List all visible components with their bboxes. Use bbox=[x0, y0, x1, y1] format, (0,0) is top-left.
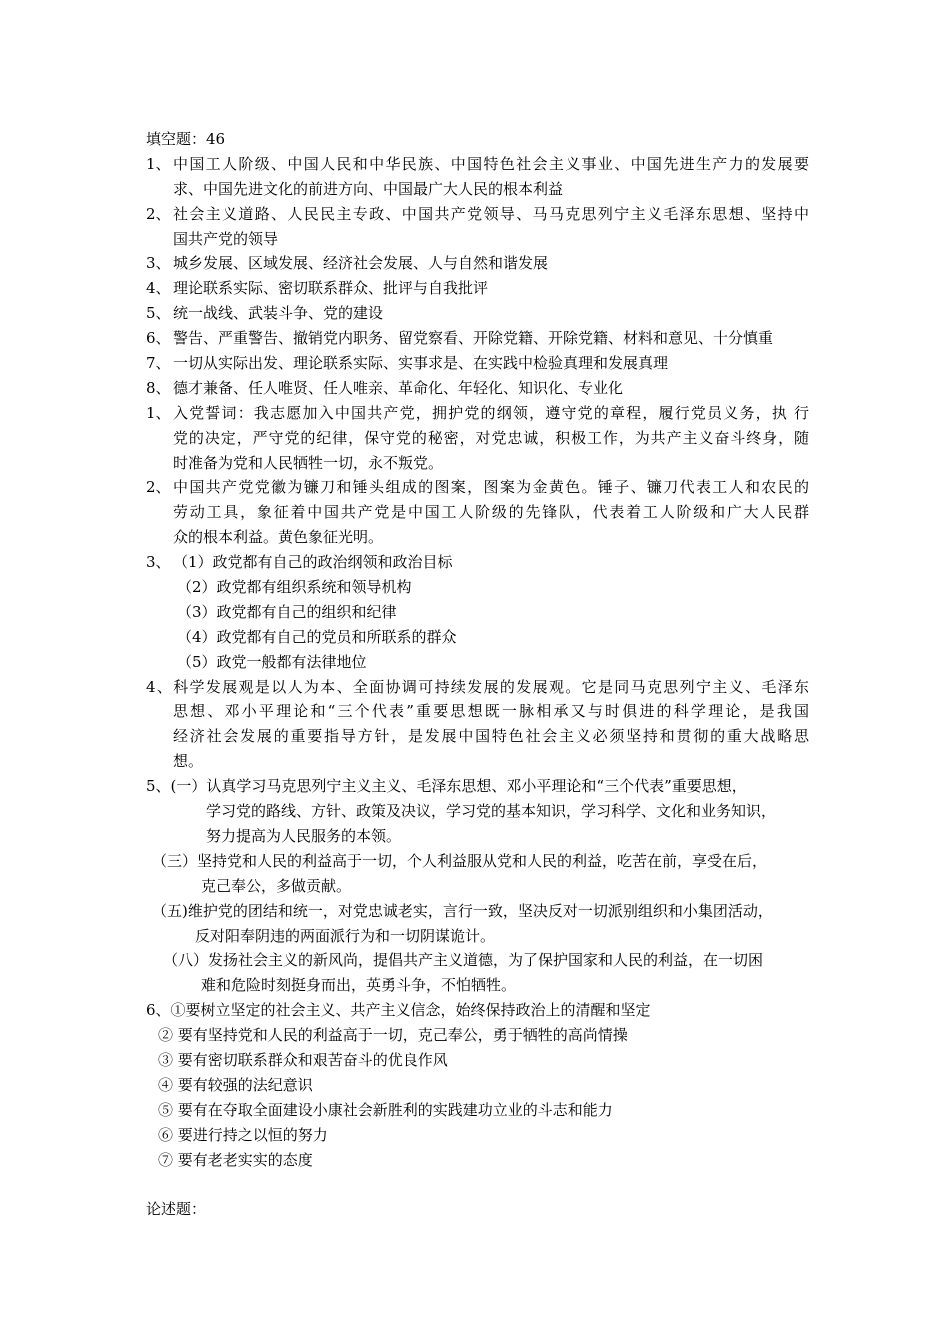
fill-answer-1 bbox=[146, 152, 826, 202]
short-answer-5: 5、(一）认真学习马克思列宁主义主义、毛泽东思想、邓小平理论和“三个代表”重要思想， 学习党的路线、方针、政策及决议，学习党的基本知识，学习科学、文化和业务知识， 努力提高为人民服务的本领。 （三）坚持党和人民的利益高于一切，个人利益服从党和人民的利益，吃苦在前，享受在后， 克己奉公，多做贡献。 （五)维护党的团结和统一，对党忠诚老实，言行一致，坚决反对一切派别组织和小集团活动， 反对阳奉阴违的两面派行为和一切阴谋诡计。 （八）发扬社会主义的新风尚，提倡共产主义道德，为了保护国家和人民的利益，在一切困 难和危险时刻挺身而出，英勇斗争，不怕牺牲。 bbox=[146, 777, 777, 995]
fill-answer-6: 6、 警告、严重警告、撤销党内职务、留党察看、开除党籍、开除党籍、材料和意见、十分慎重 bbox=[146, 329, 774, 348]
heading-essay: 论述题： bbox=[146, 1200, 207, 1219]
short-answer-4: 4、科学发展观是以人为本、全面协调可持续发展的发展观。它是同马克思列宁主义、毛泽东 思想、邓小平理论和“三个代表”重要思想既一脉相承又与时俱进的科学理论，是我国 经济社会发展的重要指导方针，是发展中国特色社会主义必须坚持和贯彻的重大战略思 想。 bbox=[146, 677, 809, 771]
short-answer-6: 6、①要树立坚定的社会主义、共产主义信念，始终保持政治上的清醒和坚定 ② 要有坚持党和人民的利益高于一切，克己奉公，勇于牺牲的高尚情操 ③ 要有密切联系群众和艰苦奋斗的优良作风 ④ 要有较强的法纪意识 ⑤ 要有在夺取全面建设小康社会新胜利的实践建功立业的斗志和能力 ⑥ 要进行持之以恒的努力 ⑦ 要有老老实实的态度 bbox=[146, 1001, 651, 1169]
fill-answer-7: 7、 一切从实际出发、理论联系实际、实事求是、在实践中检验真理和发展真理 bbox=[146, 354, 669, 373]
short-answer-2: 2、 中国共产党党徽为镰刀和锤头组成的图案，图案为金黄色。锤子、镰刀代表工人和农民的 劳动工具，象征着中国共产党是中国工人阶级的先锋队，代表着工人阶级和广大人民群 众的根本利益。黄色象征光明。 bbox=[146, 478, 809, 547]
fill-answer-3: 3、 城乡发展、区域发展、经济社会发展、人与自然和谐发展 bbox=[146, 254, 549, 273]
fill-answer-5: 5、 统一战线、武装斗争、党的建设 bbox=[146, 304, 384, 323]
item-number: 2、 bbox=[146, 204, 171, 223]
document-body bbox=[146, 127, 826, 1222]
short-answer-3: 3、 （1）政党都有自己的政治纲领和政治目标 （2）政党都有组织系统和领导机构 （3）政党都有自己的组织和纪律 （4）政党都有自己的党员和所联系的群众 （5）政党一般都有法律地位 bbox=[146, 553, 457, 671]
item-number: 1、 bbox=[146, 154, 171, 173]
spacer bbox=[146, 1172, 826, 1197]
fill-answer-8: 8、 德才兼备、任人唯贤、任人唯亲、革命化、年轻化、知识化、专业化 bbox=[146, 378, 624, 397]
answer-line: 国共产党的领导 bbox=[173, 229, 279, 248]
answer-line: 求、中国先进文化的前进方向、中国最广大人民的根本利益 bbox=[173, 179, 564, 198]
short-answer-1: 1、 入党誓词：我志愿加入中国共产党，拥护党的纲领，遵守党的章程，履行党员义务，执 行 党的决定，严守党的纪律，保守党的秘密，对党忠诚，积极工作，为共产主义奋斗终身，随 时准备为党和人民牺牲一切，永不叛党。 bbox=[146, 403, 809, 472]
fill-answer-4: 4、 理论联系实际、密切联系群众、批评与自我批评 bbox=[146, 279, 489, 298]
fill-answer-2 bbox=[146, 202, 826, 252]
answer-line: 社会主义道路、人民民主专政、中国共产党领导、马马克思列宁主义毛泽东思想、坚持中 bbox=[173, 204, 809, 223]
answer-line: 中国工人阶级、中国人民和中华民族、中国特色社会主义事业、中国先进生产力的发展要 bbox=[173, 154, 809, 173]
heading-fill-in-blank: 填空题：46 bbox=[146, 130, 226, 148]
